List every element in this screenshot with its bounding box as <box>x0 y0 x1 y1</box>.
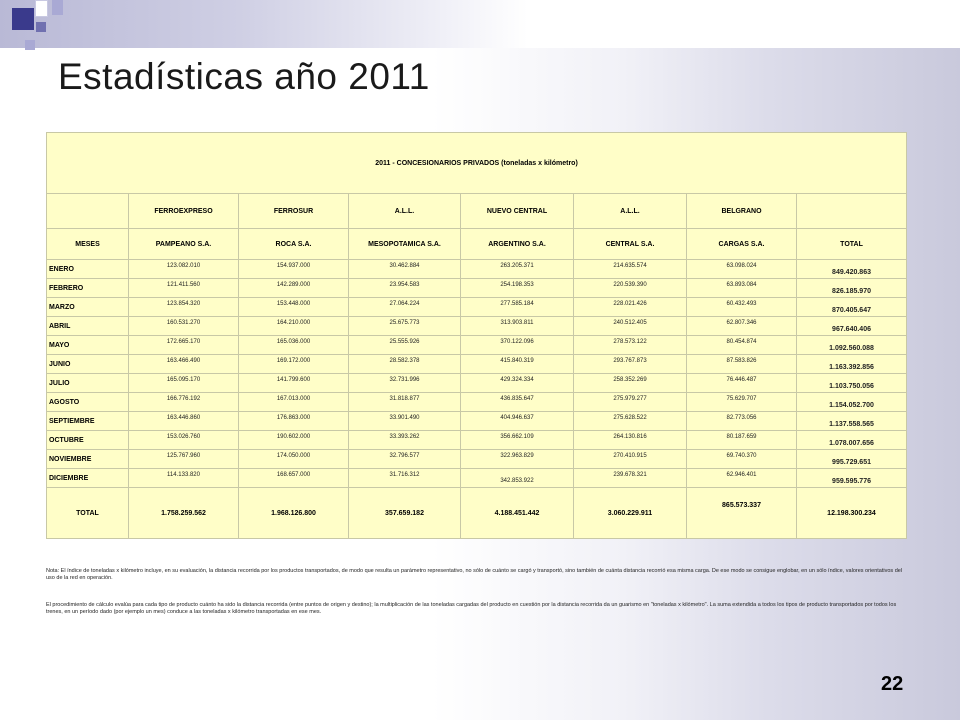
header-company-suffix: ROCA S.A. <box>239 229 349 260</box>
cell-value: 263.205.371 <box>500 263 534 269</box>
decor-square-light <box>25 40 35 50</box>
value-cell <box>687 317 797 336</box>
cell-value: 220.539.390 <box>613 282 647 288</box>
row-total-cell <box>797 317 907 336</box>
value-cell <box>349 355 461 374</box>
cell-value: 275.628.522 <box>613 415 647 421</box>
value-cell <box>349 317 461 336</box>
statistics-table <box>46 132 907 539</box>
cell-value: 62.946.401 <box>726 472 757 478</box>
cell-value: 80.187.659 <box>726 434 757 440</box>
month-label: JUNIO <box>47 355 129 374</box>
value-cell <box>239 355 349 374</box>
table-row <box>47 431 907 450</box>
cell-value: 313.903.811 <box>500 320 534 326</box>
header-company: NUEVO CENTRAL <box>461 194 574 229</box>
totals-cell: 3.060.229.911 <box>574 488 687 539</box>
table-row <box>47 298 907 317</box>
value-cell <box>129 393 239 412</box>
cell-value: 429.324.334 <box>500 377 534 383</box>
header-company: FERROSUR <box>239 194 349 229</box>
header-company-suffix: CENTRAL S.A. <box>574 229 687 260</box>
cell-value: 404.946.637 <box>500 415 534 421</box>
value-cell <box>239 260 349 279</box>
month-label: MARZO <box>47 298 129 317</box>
cell-value: 154.937.000 <box>276 263 311 269</box>
cell-value: 60.432.493 <box>726 301 757 307</box>
cell-value: 164.210.000 <box>276 320 311 326</box>
value-cell <box>239 317 349 336</box>
value-cell <box>687 431 797 450</box>
cell-value: 169.172.000 <box>276 358 311 364</box>
cell-value: 142.289.000 <box>276 282 311 288</box>
value-cell <box>129 431 239 450</box>
value-cell <box>349 450 461 469</box>
value-cell <box>129 469 239 488</box>
table-caption: 2011 - CONCESIONARIOS PRIVADOS (toneladas x kilómetro) <box>47 133 907 194</box>
cell-value: 165.095.170 <box>166 377 201 383</box>
value-cell <box>129 279 239 298</box>
month-label: ABRIL <box>47 317 129 336</box>
value-cell <box>239 374 349 393</box>
cell-value: 153.448.000 <box>276 301 311 307</box>
value-cell <box>574 336 687 355</box>
totals-label: TOTAL <box>47 488 129 539</box>
value-cell <box>574 355 687 374</box>
value-cell <box>461 298 574 317</box>
slide-title: Estadísticas año 2011 <box>58 56 430 97</box>
totals-cell: 1.968.126.800 <box>239 488 349 539</box>
cell-value: 75.629.707 <box>726 396 757 402</box>
cell-value: 172.665.170 <box>166 339 201 345</box>
row-total-value: 959.595.776 <box>832 477 871 485</box>
table-row <box>47 279 907 298</box>
header-company: BELGRANO <box>687 194 797 229</box>
row-total-value: 1.078.007.656 <box>829 439 874 447</box>
cell-value: 322.963.829 <box>500 453 534 459</box>
table-row <box>47 374 907 393</box>
value-cell <box>129 450 239 469</box>
footnote-2: El procedimiento de cálculo evalúa para cada tipo de producto cuánto ha sido la distancia recorrida (entre puntos de origen y destino); la multiplicación de las toneladas cargadas del producto en cuestión por la distancia recorrida da un guarismo en "toneladas x kilómetro". La suma extendida a todos los tipos de producto transportados por todos los trenes, en un período dado (por ejemplo un mes) conduce a las toneladas x kilómetro transportadas en ese mes. <box>46 602 897 615</box>
cell-value: 31.716.312 <box>389 472 420 478</box>
row-total-cell <box>797 260 907 279</box>
cell-value: 153.026.760 <box>166 434 201 440</box>
value-cell <box>349 431 461 450</box>
cell-value: 23.954.583 <box>389 282 420 288</box>
cell-value: 27.064.224 <box>389 301 420 307</box>
cell-value: 356.662.109 <box>500 434 534 440</box>
value-cell <box>687 336 797 355</box>
row-total-value: 1.154.052.700 <box>829 401 874 409</box>
cell-value: 168.657.000 <box>276 472 311 478</box>
value-cell <box>461 412 574 431</box>
row-total-value: 870.405.647 <box>832 306 871 314</box>
decor-square-dark <box>12 8 34 30</box>
value-cell <box>574 393 687 412</box>
header-company-suffix: PAMPEANO S.A. <box>129 229 239 260</box>
row-total-value: 967.640.406 <box>832 325 871 333</box>
value-cell <box>239 450 349 469</box>
table-row <box>47 355 907 374</box>
footnotes <box>46 568 906 636</box>
value-cell <box>129 412 239 431</box>
cell-value: 76.446.487 <box>726 377 757 383</box>
cell-value: 114.133.820 <box>167 472 200 478</box>
row-total-cell <box>797 431 907 450</box>
decor-square-light <box>52 0 63 15</box>
cell-value: 270.410.915 <box>613 453 647 459</box>
row-total-value: 1.163.392.856 <box>829 363 874 371</box>
value-cell <box>239 298 349 317</box>
cell-value: 69.740.370 <box>726 453 757 459</box>
cell-value: 123.854.320 <box>166 301 201 307</box>
value-cell <box>461 374 574 393</box>
value-cell <box>687 412 797 431</box>
cell-value: 166.776.192 <box>166 396 201 402</box>
month-label: AGOSTO <box>47 393 129 412</box>
month-rows <box>47 260 907 488</box>
cell-value: 87.583.826 <box>726 358 757 364</box>
cell-value: 80.454.874 <box>726 339 757 345</box>
row-total-value: 826.185.970 <box>832 287 871 295</box>
month-label: OCTUBRE <box>47 431 129 450</box>
value-cell <box>129 298 239 317</box>
value-cell <box>129 336 239 355</box>
cell-value: 240.512.405 <box>613 320 647 326</box>
value-cell <box>687 393 797 412</box>
decor-square-light <box>35 0 48 17</box>
row-total-cell <box>797 450 907 469</box>
value-cell <box>349 336 461 355</box>
row-total-cell <box>797 336 907 355</box>
value-cell <box>574 469 687 488</box>
value-cell <box>574 279 687 298</box>
cell-value: 176.863.000 <box>276 415 311 421</box>
cell-value: 33.901.490 <box>389 415 420 421</box>
cell-value: 32.731.996 <box>389 377 420 383</box>
month-label: NOVIEMBRE <box>47 450 129 469</box>
cell-value: 254.198.353 <box>500 282 534 288</box>
value-cell <box>461 393 574 412</box>
value-cell <box>239 336 349 355</box>
cell-value: 125.767.960 <box>166 453 201 459</box>
value-cell <box>129 260 239 279</box>
value-cell <box>129 317 239 336</box>
cell-value: 63.893.084 <box>726 282 757 288</box>
value-cell <box>574 298 687 317</box>
header-meses: MESES <box>47 229 129 260</box>
cell-value: 174.050.000 <box>276 453 311 459</box>
row-total-value: 995.729.651 <box>832 458 871 466</box>
cell-value: 163.466.490 <box>166 358 201 364</box>
cell-value: 415.840.319 <box>500 358 534 364</box>
cell-value: 160.531.270 <box>166 320 201 326</box>
month-label: SEPTIEMBRE <box>47 412 129 431</box>
value-cell <box>574 374 687 393</box>
value-cell <box>687 298 797 317</box>
header-company-suffix: MESOPOTAMICA S.A. <box>349 229 461 260</box>
table-row <box>47 393 907 412</box>
totals-cell: 357.659.182 <box>349 488 461 539</box>
value-cell <box>687 355 797 374</box>
cell-value: 342.853.922 <box>500 478 534 484</box>
table-row <box>47 469 907 488</box>
header-company-suffix: CARGAS S.A. <box>687 229 797 260</box>
row-total-cell <box>797 469 907 488</box>
header-company: A.L.L. <box>349 194 461 229</box>
value-cell <box>239 431 349 450</box>
value-cell <box>239 469 349 488</box>
value-cell <box>129 374 239 393</box>
value-cell <box>349 260 461 279</box>
value-cell <box>461 317 574 336</box>
cell-value: 436.835.647 <box>500 396 534 402</box>
month-label: DICIEMBRE <box>47 469 129 488</box>
value-cell <box>574 317 687 336</box>
row-total-value: 1.103.750.056 <box>829 382 874 390</box>
value-cell <box>461 336 574 355</box>
cell-value: 28.582.378 <box>389 358 420 364</box>
cell-value: 370.122.096 <box>500 339 534 345</box>
table-row <box>47 412 907 431</box>
row-total-value: 1.137.558.565 <box>829 420 874 428</box>
value-cell <box>687 450 797 469</box>
value-cell <box>574 260 687 279</box>
cell-value: 165.036.000 <box>276 339 311 345</box>
value-cell <box>574 431 687 450</box>
value-cell <box>461 450 574 469</box>
cell-value: 228.021.426 <box>613 301 647 307</box>
cell-value: 258.352.269 <box>613 377 647 383</box>
value-cell <box>129 355 239 374</box>
grand-total-cell: 12.198.300.234 <box>797 488 907 539</box>
cell-value: 32.796.577 <box>389 453 420 459</box>
table-row <box>47 317 907 336</box>
cell-value: 275.979.277 <box>613 396 647 402</box>
value-cell <box>461 279 574 298</box>
cell-value: 293.767.873 <box>613 358 647 364</box>
value-cell <box>461 431 574 450</box>
header-company: A.L.L. <box>574 194 687 229</box>
cell-value: 190.602.000 <box>276 434 311 440</box>
month-label: JULIO <box>47 374 129 393</box>
value-cell <box>461 355 574 374</box>
top-gradient-bar <box>0 0 960 48</box>
value-cell <box>349 393 461 412</box>
cell-value: 277.585.184 <box>500 301 534 307</box>
decor-square-mid <box>36 22 46 32</box>
value-cell <box>349 279 461 298</box>
cell-value: 214.635.574 <box>613 263 647 269</box>
value-cell <box>574 412 687 431</box>
cell-value: 25.555.926 <box>389 339 420 345</box>
cell-value: 63.098.024 <box>726 263 757 269</box>
header-company: FERROEXPRESO <box>129 194 239 229</box>
cell-value: 123.082.010 <box>166 263 201 269</box>
cell-value: 141.799.600 <box>276 377 311 383</box>
cell-value: 278.573.122 <box>613 339 647 345</box>
table-row <box>47 450 907 469</box>
row-total-cell <box>797 355 907 374</box>
value-cell <box>687 260 797 279</box>
footnote-1: Nota: El índice de toneladas x kilómetro incluye, en su evaluación, la distancia recorrida por los productos transportados, de modo que resulta un parámetro representativo, no sólo de cuánto se cargó y transportó, sino también de cuánta distancia recorrió esa misma carga. De ese modo se consigue englobar, en un sólo índice, valores orientativos del uso de la red en operación. <box>46 568 903 581</box>
row-total-cell <box>797 298 907 317</box>
cell-value: 31.818.877 <box>389 396 420 402</box>
header-empty <box>47 194 129 229</box>
cell-value: 30.462.884 <box>389 263 420 269</box>
cell-value: 239.678.321 <box>613 472 647 478</box>
row-total-cell <box>797 374 907 393</box>
value-cell <box>239 393 349 412</box>
value-cell <box>349 374 461 393</box>
value-cell <box>461 260 574 279</box>
value-cell <box>349 412 461 431</box>
table-row <box>47 336 907 355</box>
row-total-value: 1.092.560.088 <box>829 344 874 352</box>
value-cell <box>239 279 349 298</box>
row-total-cell <box>797 393 907 412</box>
value-cell <box>687 469 797 488</box>
value-cell <box>461 469 574 488</box>
value-cell <box>349 469 461 488</box>
cell-value: 121.411.560 <box>167 282 200 288</box>
row-total-value: 849.420.863 <box>832 268 871 276</box>
month-label: MAYO <box>47 336 129 355</box>
value-cell <box>239 412 349 431</box>
totals-cell: 1.758.259.562 <box>129 488 239 539</box>
value-cell <box>687 374 797 393</box>
totals-cell: 4.188.451.442 <box>461 488 574 539</box>
cell-value: 82.773.056 <box>726 415 757 421</box>
value-cell <box>574 450 687 469</box>
cell-value: 62.807.346 <box>726 320 757 326</box>
cell-value: 167.013.000 <box>276 396 311 402</box>
header-empty <box>797 194 907 229</box>
row-total-cell <box>797 412 907 431</box>
cell-value: 33.393.262 <box>389 434 420 440</box>
cell-value: 163.446.860 <box>166 415 201 421</box>
header-total: TOTAL <box>797 229 907 260</box>
value-cell <box>349 298 461 317</box>
cell-value: 25.675.773 <box>389 320 420 326</box>
value-cell <box>687 279 797 298</box>
header-company-suffix: ARGENTINO S.A. <box>461 229 574 260</box>
month-label: FEBRERO <box>47 279 129 298</box>
totals-value: 865.573.337 <box>722 501 761 509</box>
row-total-cell <box>797 279 907 298</box>
page-number: 22 <box>881 673 904 695</box>
cell-value: 264.130.816 <box>613 434 647 440</box>
month-label: ENERO <box>47 260 129 279</box>
totals-cell <box>687 488 797 539</box>
table-row <box>47 260 907 279</box>
